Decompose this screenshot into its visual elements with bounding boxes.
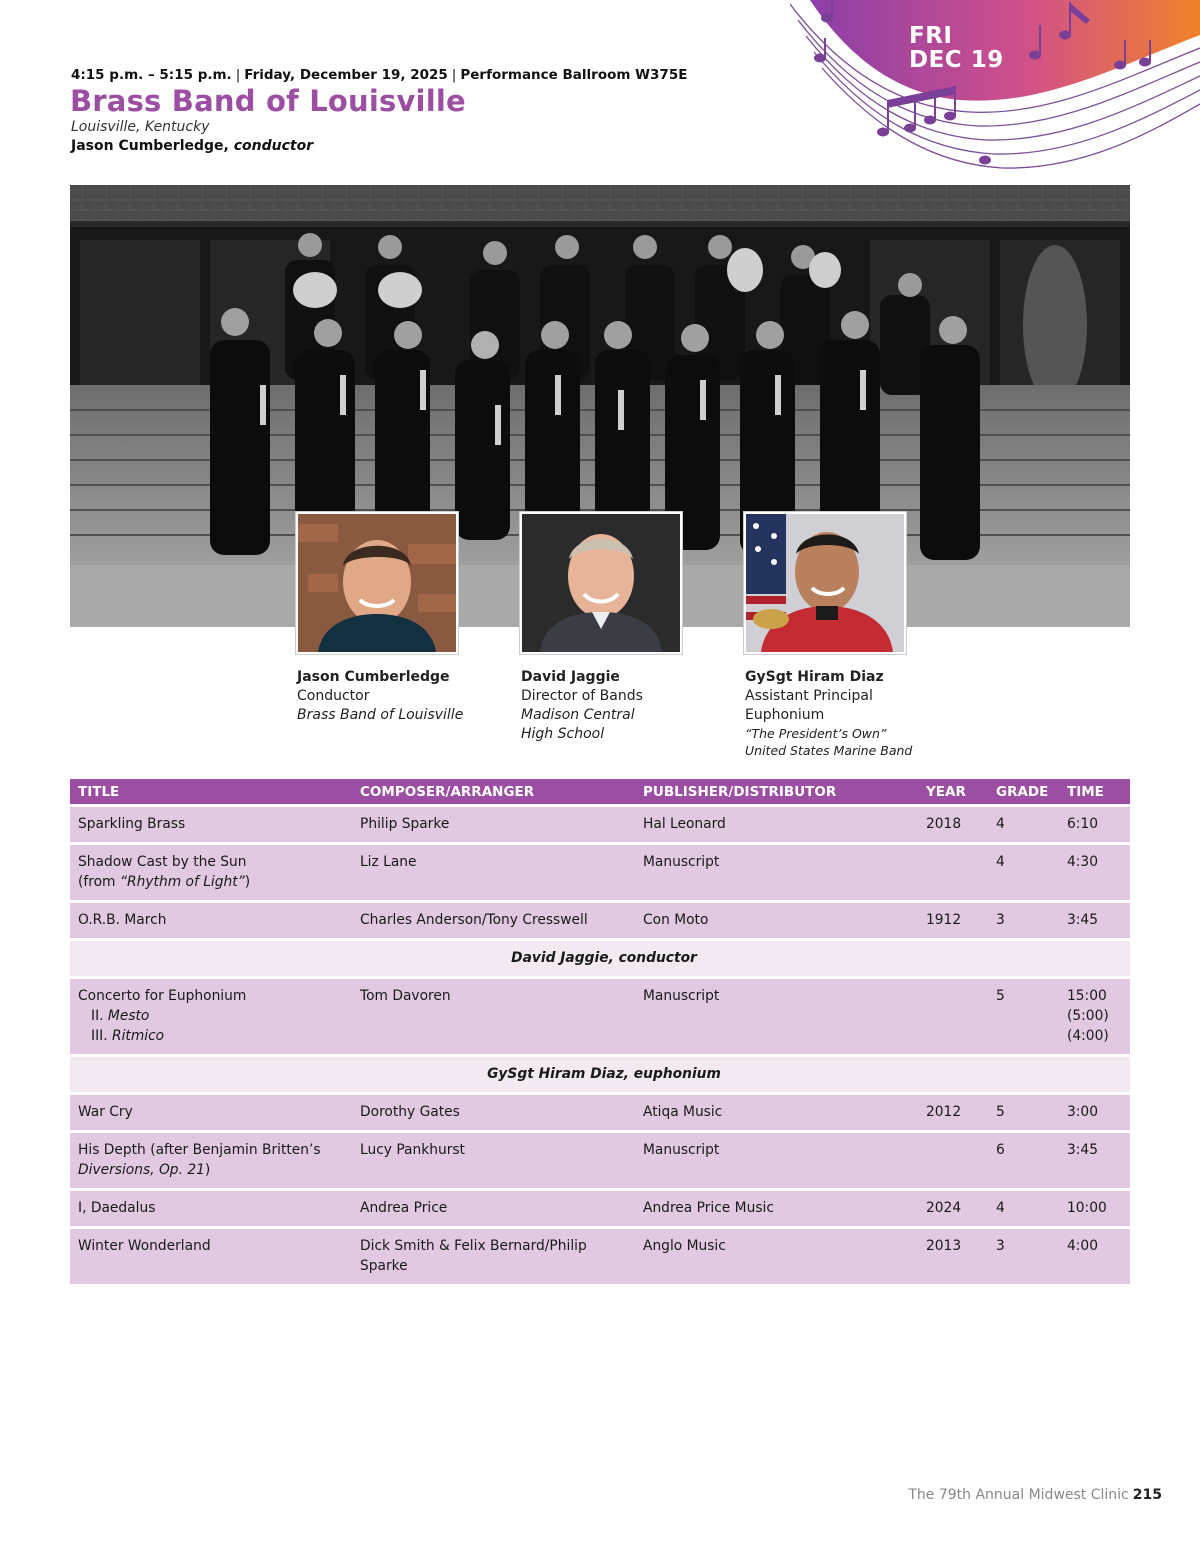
person-role-2: Euphonium [745, 707, 825, 723]
person-role: Conductor [297, 688, 370, 704]
conductor-role: conductor [233, 138, 314, 154]
cell-time: 4:30 [1059, 844, 1130, 902]
cell-title [70, 1132, 352, 1190]
caption-david-jaggie [521, 668, 643, 744]
cell-grade: 6 [988, 1132, 1059, 1190]
cell-title [70, 978, 352, 1056]
event-venue: Performance Ballroom W375E [460, 67, 688, 83]
movement-number: III. [91, 1028, 112, 1044]
cell-title: O.R.B. March [70, 902, 352, 940]
header-grade: GRADE [988, 779, 1059, 806]
person-affiliation: Brass Band of Louisville [297, 707, 464, 723]
table-row [70, 1094, 1130, 1132]
cell-publisher: Con Moto [635, 902, 918, 940]
caption-jason-cumberledge [297, 668, 463, 725]
divider-label: David Jaggie, conductor [70, 940, 1130, 978]
cell-grade: 3 [988, 1228, 1059, 1285]
cell-composer: Dick Smith & Felix Bernard/Philip Sparke [352, 1228, 635, 1285]
cell-grade: 3 [988, 902, 1059, 940]
cell-year [918, 978, 988, 1056]
date-badge [909, 24, 1004, 72]
cell-title: Winter Wonderland [70, 1228, 352, 1285]
cell-year: 2018 [918, 806, 988, 844]
person-affiliation: “The President’s Own” [745, 726, 887, 741]
movement-title: Mesto [107, 1008, 150, 1024]
badge-day: FRI [909, 23, 953, 49]
table-row [70, 978, 1130, 1056]
table-divider-row [70, 1056, 1130, 1094]
event-time: 4:15 p.m. – 5:15 p.m. [71, 67, 232, 83]
subline-italic: “Rhythm of Light” [119, 874, 245, 890]
person-role: Assistant Principal [745, 688, 873, 704]
cell-composer: Liz Lane [352, 844, 635, 902]
cell-publisher: Manuscript [635, 844, 918, 902]
title-subline [78, 1160, 352, 1180]
cell-year: 2013 [918, 1228, 988, 1285]
caption-hiram-diaz [745, 668, 912, 759]
table-header-row [70, 779, 1130, 806]
table-divider-row [70, 940, 1130, 978]
header-title: TITLE [70, 779, 352, 806]
cell-grade: 5 [988, 978, 1059, 1056]
cell-time: 4:00 [1059, 1228, 1130, 1285]
table-row [70, 1190, 1130, 1228]
cell-publisher: Atiqa Music [635, 1094, 918, 1132]
cell-time: 3:45 [1059, 1132, 1130, 1190]
divider-label: GySgt Hiram Diaz, euphonium [70, 1056, 1130, 1094]
cell-grade: 4 [988, 806, 1059, 844]
cell-time: 10:00 [1059, 1190, 1130, 1228]
title-subline [78, 872, 352, 892]
person-role: Director of Bands [521, 688, 643, 704]
cell-grade: 5 [988, 1094, 1059, 1132]
cell-composer: Philip Sparke [352, 806, 635, 844]
page-footer [908, 1487, 1162, 1503]
person-affiliation-2: High School [521, 726, 605, 742]
cell-composer: Dorothy Gates [352, 1094, 635, 1132]
cell-publisher: Andrea Price Music [635, 1190, 918, 1228]
badge-date: DEC 19 [909, 47, 1004, 73]
cell-time: 3:00 [1059, 1094, 1130, 1132]
cell-time [1059, 978, 1130, 1056]
title-line: Shadow Cast by the Sun [78, 854, 247, 870]
event-info: 4:15 p.m. – 5:15 p.m. | Friday, December 19, 2025 | Performance Ballroom W375E [71, 67, 688, 83]
header-publisher: PUBLISHER/DISTRIBUTOR [635, 779, 918, 806]
cell-composer: Andrea Price [352, 1190, 635, 1228]
movement-title: Ritmico [111, 1028, 165, 1044]
cell-year: 1912 [918, 902, 988, 940]
header-time: TIME [1059, 779, 1130, 806]
title-line: Concerto for Euphonium [78, 988, 247, 1004]
cell-title: Sparkling Brass [70, 806, 352, 844]
headshot-hiram-diaz [744, 512, 906, 654]
subline-post: ) [204, 1162, 211, 1178]
subline-italic: Diversions, Op. 21 [78, 1162, 205, 1178]
cell-time: 6:10 [1059, 806, 1130, 844]
cell-composer: Charles Anderson/Tony Cresswell [352, 902, 635, 940]
cell-year [918, 844, 988, 902]
event-date: Friday, December 19, 2025 [244, 67, 448, 83]
cell-year: 2024 [918, 1190, 988, 1228]
title-line: His Depth (after Benjamin Britten’s [78, 1142, 321, 1158]
cell-composer: Tom Davoren [352, 978, 635, 1056]
cell-title: I, Daedalus [70, 1190, 352, 1228]
ensemble-conductor [71, 138, 313, 154]
cell-grade: 4 [988, 844, 1059, 902]
time-total: 15:00 [1067, 988, 1107, 1004]
table-row [70, 844, 1130, 902]
person-affiliation: Madison Central [521, 707, 635, 723]
cell-year [918, 1132, 988, 1190]
person-affiliation-2: United States Marine Band [745, 743, 913, 758]
headshot-jason-cumberledge [296, 512, 458, 654]
header-year: YEAR [918, 779, 988, 806]
headshot-david-jaggie [520, 512, 682, 654]
subline-post: ) [244, 874, 251, 890]
footer-text: The 79th Annual Midwest Clinic [908, 1487, 1129, 1503]
table-row [70, 902, 1130, 940]
person-name: David Jaggie [521, 669, 620, 685]
cell-publisher: Manuscript [635, 1132, 918, 1190]
conductor-name: Jason Cumberledge, [71, 138, 229, 154]
ensemble-location: Louisville, Kentucky [71, 119, 210, 135]
cell-composer: Lucy Pankhurst [352, 1132, 635, 1190]
cell-title: War Cry [70, 1094, 352, 1132]
time-movement: (4:00) [1067, 1028, 1109, 1044]
page-number: 215 [1132, 1487, 1162, 1503]
table-row [70, 806, 1130, 844]
cell-publisher: Anglo Music [635, 1228, 918, 1285]
cell-publisher: Hal Leonard [635, 806, 918, 844]
cell-title [70, 844, 352, 902]
person-name: GySgt Hiram Diaz [745, 669, 884, 685]
table-row [70, 1228, 1130, 1285]
table-row [70, 1132, 1130, 1190]
time-movement: (5:00) [1067, 1008, 1109, 1024]
movement-line [78, 1006, 352, 1026]
cell-year: 2012 [918, 1094, 988, 1132]
cell-publisher: Manuscript [635, 978, 918, 1056]
subline-pre: (from [78, 874, 120, 890]
cell-time: 3:45 [1059, 902, 1130, 940]
person-name: Jason Cumberledge [297, 669, 450, 685]
movement-line [78, 1026, 352, 1046]
movement-number: II. [91, 1008, 108, 1024]
header-composer: COMPOSER/ARRANGER [352, 779, 635, 806]
ensemble-title: Brass Band of Louisville [70, 84, 466, 118]
cell-grade: 4 [988, 1190, 1059, 1228]
repertoire-table [70, 779, 1130, 1284]
